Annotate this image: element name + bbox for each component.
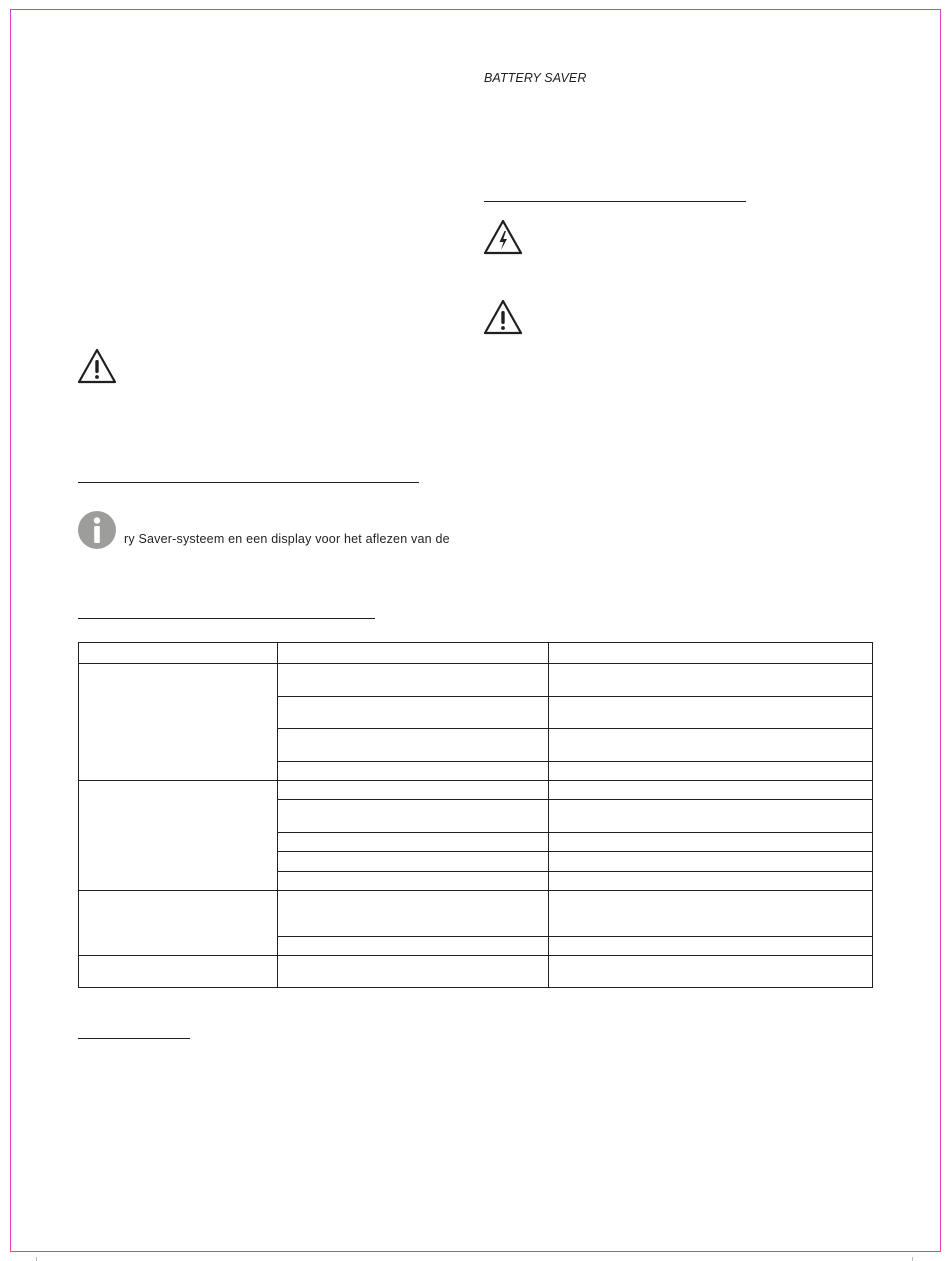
section-rule-left-1: [78, 482, 419, 483]
table-group-label: [79, 891, 278, 956]
product-label: BATTERY SAVER: [484, 71, 587, 85]
table-cell: [549, 937, 873, 956]
table-cell: [278, 852, 549, 872]
table-group-label: [79, 664, 278, 781]
info-circle-icon: [78, 511, 116, 549]
table-cell: [549, 781, 873, 800]
caution-triangle-icon: [77, 348, 117, 384]
info-text: ry Saver-systeem en een display voor het aflezen van de: [124, 532, 450, 546]
table-header-cell: [79, 643, 278, 664]
page-frame: [10, 9, 941, 1252]
table-row: [79, 891, 873, 937]
table-cell: [278, 729, 549, 762]
table-cell: [278, 781, 549, 800]
table-header-cell: [278, 643, 549, 664]
table-cell: [278, 937, 549, 956]
table-cell: [278, 800, 549, 833]
table-header-row: [79, 643, 873, 664]
section-rule-right: [484, 201, 746, 202]
table-group-label: [79, 956, 278, 988]
table-row: [79, 664, 873, 697]
section-rule-left-2: [78, 618, 375, 619]
table-cell: [549, 664, 873, 697]
crop-mark-left: [36, 1257, 37, 1261]
table-cell: [278, 697, 549, 729]
crop-mark-right: [912, 1257, 913, 1261]
table-cell: [278, 664, 549, 697]
table-cell: [549, 697, 873, 729]
table-cell: [549, 956, 873, 988]
table-cell: [278, 833, 549, 852]
table-cell: [549, 729, 873, 762]
spec-table: [78, 642, 873, 988]
table-cell: [549, 762, 873, 781]
table-cell: [278, 956, 549, 988]
table-cell: [549, 833, 873, 852]
table-cell: [549, 800, 873, 833]
high-voltage-warning-icon: [483, 219, 523, 255]
table-cell: [278, 872, 549, 891]
table-row: [79, 956, 873, 988]
section-rule-left-3: [78, 1038, 190, 1039]
table-header-cell: [549, 643, 873, 664]
table-cell: [549, 872, 873, 891]
table-group-label: [79, 781, 278, 891]
table-cell: [278, 891, 549, 937]
table-cell: [278, 762, 549, 781]
table-row: [79, 781, 873, 800]
table-cell: [549, 852, 873, 872]
table-cell: [549, 891, 873, 937]
caution-triangle-icon: [483, 299, 523, 335]
